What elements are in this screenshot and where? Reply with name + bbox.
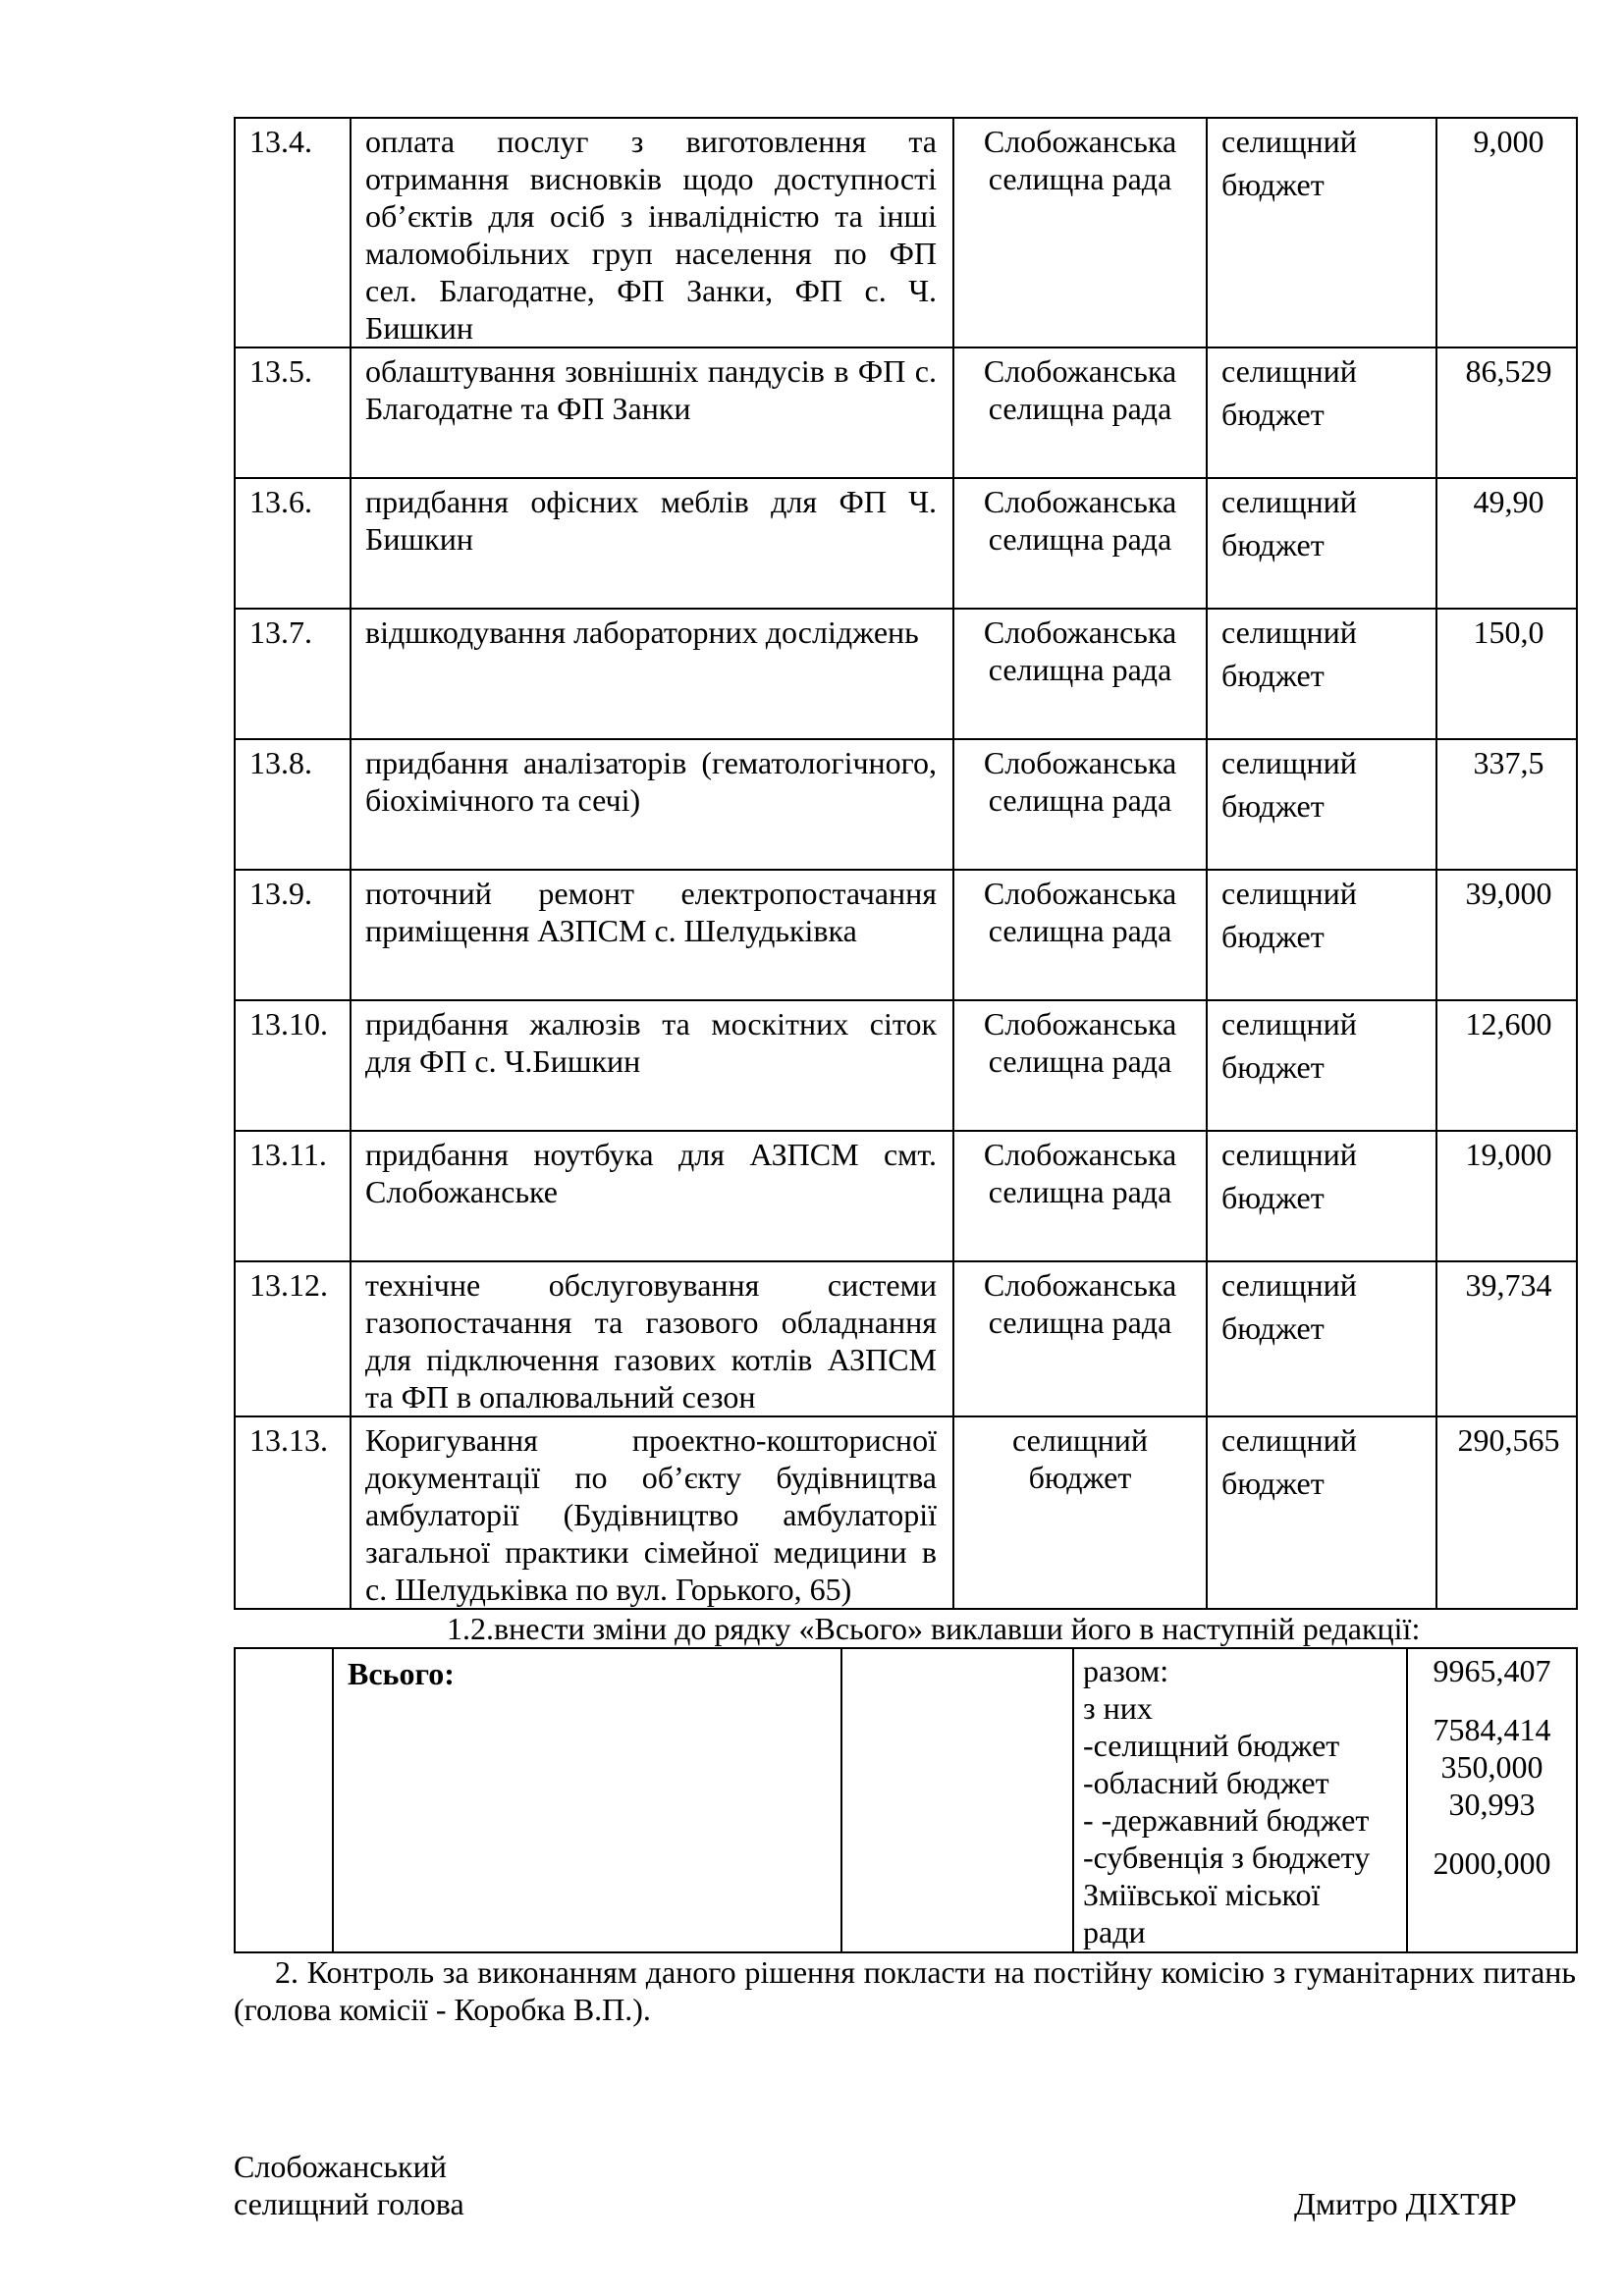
table-row [235, 1416, 1577, 1609]
row-executor: Слобожанська селищна рада [953, 870, 1207, 1000]
row-funding-source [1207, 609, 1436, 739]
signature-title-line: селищний голова [234, 2186, 464, 2221]
row-number: 13.11. [235, 1131, 351, 1261]
total-value: 350,000 [1440, 1749, 1543, 1785]
row-number: 13.10. [235, 1000, 351, 1131]
total-item: з них [1083, 1690, 1153, 1726]
row-number: 13.7. [235, 609, 351, 739]
row-description: Коригування проектно-кошторисної документації по об’єкту будівництва амбулаторії (Будівництво амбулаторії загальної практики сімейної медицини в с. Шелудьківка по вул. Горького, 65) [351, 1416, 953, 1609]
row-description: відшкодування лабораторних досліджень [351, 609, 953, 739]
row-executor: Слобожанська селищна рада [953, 1261, 1207, 1416]
funding-source-text: бюджет [1221, 1466, 1325, 1501]
funding-source-text: селищний [1221, 1137, 1357, 1172]
row-number: 13.8. [235, 739, 351, 870]
funding-source-text: селищний [1221, 1422, 1357, 1458]
total-breakdown-cell [1073, 1648, 1407, 1952]
total-item: -субвенція з бюджету [1083, 1840, 1371, 1875]
amendment-note: 1.2.внести зміни до рядку «Всього» виклавши його в наступній редакції: [447, 1611, 1421, 1646]
row-amount: 86,529 [1436, 347, 1577, 478]
row-description: облаштування зовнішніх пандусів в ФП с. Благодатне та ФП Занки [351, 347, 953, 478]
row-executor: селищний бюджет [953, 1416, 1207, 1609]
funding-source-text: бюджет [1221, 1049, 1325, 1085]
table-row [235, 1131, 1577, 1261]
total-item: - -державний бюджет [1083, 1802, 1370, 1838]
total-label: Всього: [333, 1648, 841, 1952]
row-funding-source [1207, 347, 1436, 478]
table-row [235, 1261, 1577, 1416]
program-table [234, 117, 1578, 1610]
row-executor: Слобожанська селищна рада [953, 478, 1207, 609]
row-funding-source [1207, 1000, 1436, 1131]
row-executor: Слобожанська селищна рада [953, 739, 1207, 870]
total-empty-cell [841, 1648, 1073, 1952]
funding-source-text: бюджет [1221, 919, 1325, 954]
total-values-cell [1407, 1648, 1577, 1952]
row-amount: 39,734 [1436, 1261, 1577, 1416]
funding-source-text: селищний [1221, 353, 1357, 389]
total-item: ради [1083, 1914, 1146, 1949]
paragraph-2: 2. Контроль за виконанням даного рішення покласти на постійну комісію з гуманітарних питань (голова комісії - Коробка В.П.). [234, 1954, 1576, 2027]
table-row [235, 118, 1577, 347]
total-value: 30,993 [1448, 1787, 1536, 1822]
signature-name: Дмитро ДІХТЯР [1294, 2186, 1517, 2221]
table-row [235, 739, 1577, 870]
row-funding-source [1207, 118, 1436, 347]
table-row [235, 1000, 1577, 1131]
total-item: разом: [1083, 1653, 1169, 1688]
total-value: 9965,407 [1433, 1653, 1551, 1688]
funding-source-text: бюджет [1221, 658, 1325, 693]
row-executor: Слобожанська селищна рада [953, 347, 1207, 478]
table-row [235, 478, 1577, 609]
row-description: придбання аналізаторів (гематологічного, біохімічного та сечі) [351, 739, 953, 870]
row-description: поточний ремонт електропостачання приміщення АЗПСМ с. Шелудьківка [351, 870, 953, 1000]
total-value: 7584,414 [1433, 1712, 1551, 1747]
funding-source-text: бюджет [1221, 397, 1325, 432]
row-amount: 337,5 [1436, 739, 1577, 870]
row-number: 13.12. [235, 1261, 351, 1416]
funding-source-text: бюджет [1221, 167, 1325, 202]
row-number: 13.5. [235, 347, 351, 478]
total-value: 2000,000 [1433, 1845, 1551, 1881]
row-number: 13.13. [235, 1416, 351, 1609]
row-description: оплата послуг з виготовлення та отримання висновків щодо доступності об’єктів для осіб з інвалідністю та інші маломобільних груп населення по ФП сел. Благодатне, ФП Занки, ФП с. Ч. Бишкин [351, 118, 953, 347]
signature-title-line: Слобожанський [234, 2149, 447, 2184]
row-funding-source [1207, 1131, 1436, 1261]
row-executor: Слобожанська селищна рада [953, 609, 1207, 739]
total-table [234, 1647, 1578, 1953]
row-funding-source [1207, 739, 1436, 870]
signature-title [234, 2148, 464, 2222]
funding-source-text: селищний [1221, 614, 1357, 650]
funding-source-text: бюджет [1221, 1180, 1325, 1215]
row-amount: 39,000 [1436, 870, 1577, 1000]
row-funding-source [1207, 1261, 1436, 1416]
row-executor: Слобожанська селищна рада [953, 1131, 1207, 1261]
row-description: придбання ноутбука для АЗПСМ смт. Слобожанське [351, 1131, 953, 1261]
funding-source-text: селищний [1221, 1006, 1357, 1041]
table-row [235, 347, 1577, 478]
row-amount: 150,0 [1436, 609, 1577, 739]
funding-source-text: бюджет [1221, 788, 1325, 824]
row-executor: Слобожанська селищна рада [953, 1000, 1207, 1131]
row-description: придбання жалюзів та москітних сіток для ФП с. Ч.Бишкин [351, 1000, 953, 1131]
funding-source-text: селищний [1221, 124, 1357, 159]
row-amount: 9,000 [1436, 118, 1577, 347]
row-description: придбання офісних меблів для ФП Ч. Бишкин [351, 478, 953, 609]
funding-source-text: бюджет [1221, 1310, 1325, 1346]
row-funding-source [1207, 870, 1436, 1000]
funding-source-text: селищний [1221, 1267, 1357, 1303]
table-row [235, 870, 1577, 1000]
total-row [235, 1648, 1577, 1952]
total-item: -обласний бюджет [1083, 1765, 1329, 1800]
funding-source-text: селищний [1221, 876, 1357, 911]
row-number: 13.6. [235, 478, 351, 609]
table-row [235, 609, 1577, 739]
funding-source-text: селищний [1221, 484, 1357, 519]
row-amount: 49,90 [1436, 478, 1577, 609]
total-item: Зміївської міської [1083, 1877, 1321, 1912]
total-item: -селищний бюджет [1083, 1728, 1340, 1763]
row-executor: Слобожанська селищна рада [953, 118, 1207, 347]
row-number: 13.9. [235, 870, 351, 1000]
row-funding-source [1207, 1416, 1436, 1609]
program-table-body [235, 118, 1577, 1609]
funding-source-text: селищний [1221, 745, 1357, 780]
row-amount: 290,565 [1436, 1416, 1577, 1609]
row-description: технічне обслуговування системи газопостачання та газового обладнання для підключення газових котлів АЗПСМ та ФП в опалювальний сезон [351, 1261, 953, 1416]
row-funding-source [1207, 478, 1436, 609]
total-empty-cell [235, 1648, 333, 1952]
funding-source-text: бюджет [1221, 527, 1325, 562]
row-amount: 19,000 [1436, 1131, 1577, 1261]
row-number: 13.4. [235, 118, 351, 347]
row-amount: 12,600 [1436, 1000, 1577, 1131]
